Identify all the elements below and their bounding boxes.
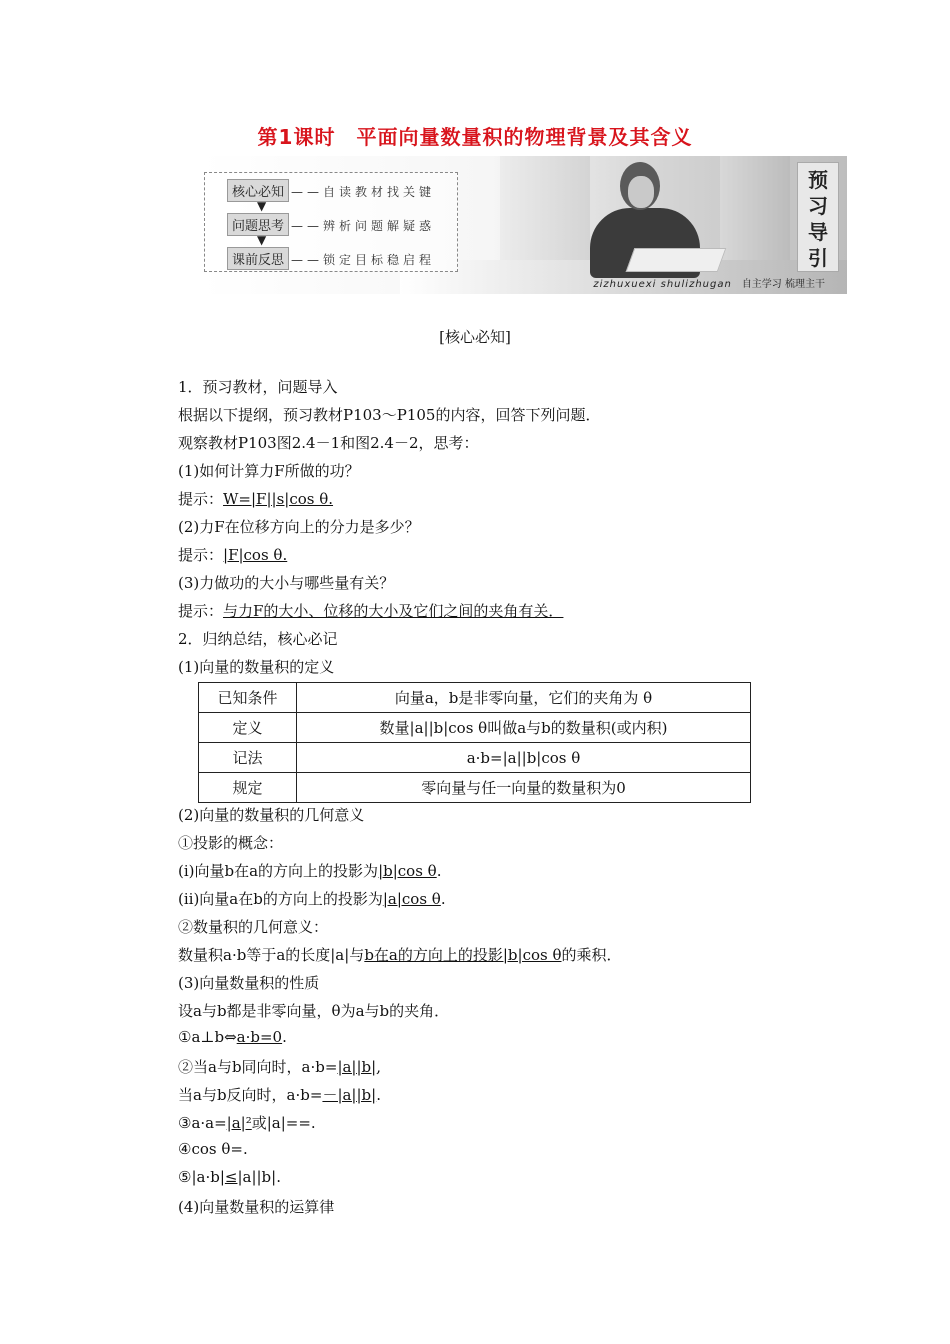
paragraph: ②当a与b同向时，a·b=|a||b|, [178, 1058, 381, 1076]
table-key: 规定 [199, 773, 297, 803]
heading-1: 1．预习教材，问题导入 [178, 378, 338, 396]
flow-step-3 [227, 247, 435, 270]
hint: 提示：与力F的大小、位移的大小及它们之间的夹角有关． [178, 602, 564, 620]
banner-footer [593, 275, 825, 290]
paragraph: (ⅱ)向量a在b的方向上的投影为|a|cos θ. [178, 890, 446, 908]
hint-answer: 与力F的大小、位移的大小及它们之间的夹角有关． [223, 602, 564, 620]
table-row [199, 683, 751, 713]
question: (3)力做功的大小与哪些量有关？ [178, 574, 395, 592]
paragraph: ②数量积的几何意义： [178, 918, 329, 936]
paragraph: ③a·a=|a|²或|a|==. [178, 1114, 316, 1132]
hint-answer: W=|F||s|cos θ. [223, 490, 334, 508]
paragraph: 设a与b都是非零向量，θ为a与b的夹角． [178, 1002, 450, 1020]
banner-pinyin: zizhuxuexi shulizhugan [593, 279, 732, 290]
table-value: 数量|a||b|cos θ叫做a与b的数量积(或内积) [297, 713, 751, 743]
flow-desc: ——辨析问题解疑惑 [291, 219, 436, 233]
preview-banner [200, 156, 847, 294]
paragraph: 数量积a·b等于a的长度|a|与b在a的方向上的投影|b|cos θ的乘积． [178, 946, 622, 964]
table-key: 已知条件 [199, 683, 297, 713]
paragraph: 观察教材P103图2.4－1和图2.4－2，思考： [178, 434, 479, 452]
flow-desc: ——自读教材找关键 [291, 185, 436, 199]
table-value: 向量a，b是非零向量，它们的夹角为 θ [297, 683, 751, 713]
question: (1)如何计算力F所做的功？ [178, 462, 360, 480]
paragraph: ①a⊥b⇔a·b=0. [178, 1028, 287, 1046]
flow-tag: 课前反思 [227, 247, 289, 270]
heading-2: 2．归纳总结，核心必记 [178, 630, 338, 648]
table-key: 定义 [199, 713, 297, 743]
paragraph: 根据以下提纲，预习教材P103～P105的内容，回答下列问题． [178, 406, 601, 424]
banner-footer-text: 自主学习 梳理主干 [741, 279, 825, 290]
flow-tag: 问题思考 [227, 213, 289, 236]
paragraph: 当a与b反向时，a·b=－|a||b|. [178, 1086, 381, 1104]
table-row [199, 743, 751, 773]
lesson-title: 第1课时 平面向量数量积的物理背景及其含义 [257, 125, 693, 149]
subheading: (2)向量的数量积的几何意义 [178, 806, 365, 824]
paragraph: ①投影的概念： [178, 834, 284, 852]
section-title: [核心必知] [439, 328, 511, 346]
paragraph: (ⅰ)向量b在a的方向上的投影为|b|cos θ. [178, 862, 442, 880]
table-value: a·b=|a||b|cos θ [297, 743, 751, 773]
flow-box [204, 172, 458, 272]
preview-zone-label: 预 习 导 引 [797, 162, 839, 272]
table-row [199, 773, 751, 803]
subheading: (3)向量数量积的性质 [178, 974, 320, 992]
flow-desc: ——锁定目标稳启程 [291, 253, 436, 267]
table-key: 记法 [199, 743, 297, 773]
hint: 提示：W=|F||s|cos θ. [178, 490, 334, 508]
arrow-down-icon: ▼ [257, 233, 267, 247]
subheading: (4)向量数量积的运算律 [178, 1198, 335, 1216]
question: (2)力F在位移方向上的分力是多少？ [178, 518, 420, 536]
hint-answer: |F|cos θ. [223, 546, 288, 564]
flow-tag: 核心必知 [227, 179, 289, 202]
arrow-down-icon: ▼ [257, 199, 267, 213]
hint: 提示：|F|cos θ. [178, 546, 288, 564]
book-image [626, 248, 727, 272]
subheading: (1)向量的数量积的定义 [178, 658, 335, 676]
definition-table [198, 682, 751, 803]
paragraph: ④cos θ=. [178, 1140, 248, 1158]
paragraph: ⑤|a·b|≤|a||b|. [178, 1168, 281, 1186]
table-value: 零向量与任一向量的数量积为0 [297, 773, 751, 803]
table-row [199, 713, 751, 743]
